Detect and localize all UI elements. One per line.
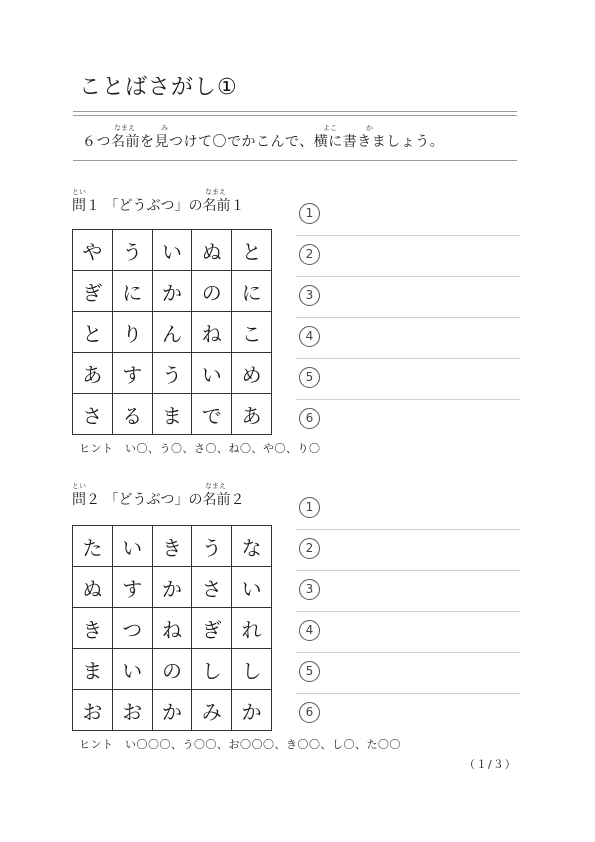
furigana-namae: なまえ (205, 188, 226, 196)
answer-number-badge: 6 (299, 702, 320, 723)
grid-cell[interactable]: め (232, 353, 272, 394)
grid-cell[interactable]: で (192, 394, 232, 435)
answer-number-badge: 3 (299, 579, 320, 600)
answer-number-badge: 5 (299, 367, 320, 388)
grid-row (73, 690, 272, 731)
grid-row (73, 230, 272, 271)
instruction-text: ６つ名前を見つけて〇でかこんで、横に書きましょう。 (82, 134, 445, 150)
grid-cell[interactable]: お (73, 690, 113, 731)
grid-row (73, 567, 272, 608)
answer-line[interactable] (296, 571, 520, 612)
divider (73, 160, 517, 161)
furigana-toi: とい (72, 482, 86, 490)
grid-row (73, 649, 272, 690)
answer-line[interactable] (296, 400, 520, 440)
grid-cell[interactable]: か (152, 690, 192, 731)
grid-cell[interactable]: と (232, 230, 272, 271)
grid-cell[interactable]: う (192, 526, 232, 567)
grid-cell[interactable]: い (152, 230, 192, 271)
grid-cell[interactable]: い (112, 649, 152, 690)
grid-cell[interactable]: や (73, 230, 113, 271)
answer-line[interactable] (296, 489, 520, 530)
question-title: 問２ 「どうぶつ」の名前２ (72, 492, 245, 508)
worksheet-title: ことばさがし① (79, 75, 238, 100)
furigana-mi: み (161, 124, 168, 132)
grid-cell[interactable]: な (232, 526, 272, 567)
grid-cell[interactable]: す (112, 567, 152, 608)
hint-text: ヒント い〇〇〇、う〇〇、お〇〇〇、き〇〇、し〇、た〇〇 (79, 738, 401, 751)
answer-line[interactable] (296, 318, 520, 359)
grid-cell[interactable]: し (232, 649, 272, 690)
grid-cell[interactable]: あ (73, 353, 113, 394)
grid-cell[interactable]: ま (73, 649, 113, 690)
grid-row (73, 353, 272, 394)
answer-line[interactable] (296, 277, 520, 318)
hint-text: ヒント い〇、う〇、さ〇、ね〇、や〇、り〇 (79, 442, 321, 455)
answer-number-badge: 2 (299, 244, 320, 265)
answer-number-badge: 4 (299, 620, 320, 641)
question-title: 問１ 「どうぶつ」の名前１ (72, 198, 245, 214)
grid-cell[interactable]: き (152, 526, 192, 567)
grid-cell[interactable]: に (112, 271, 152, 312)
answer-number-badge: 1 (299, 497, 320, 518)
furigana-toi: とい (72, 188, 86, 196)
grid-cell[interactable]: り (112, 312, 152, 353)
answer-number-badge: 3 (299, 285, 320, 306)
grid-cell[interactable]: ん (152, 312, 192, 353)
furigana-namae: なまえ (114, 124, 135, 132)
grid-cell[interactable]: い (112, 526, 152, 567)
grid-cell[interactable]: し (192, 649, 232, 690)
answer-line[interactable] (296, 530, 520, 571)
grid-cell[interactable]: た (73, 526, 113, 567)
grid-cell[interactable]: さ (192, 567, 232, 608)
grid-cell[interactable]: か (232, 690, 272, 731)
grid-row (73, 312, 272, 353)
grid-cell[interactable]: の (192, 271, 232, 312)
grid-cell[interactable]: と (73, 312, 113, 353)
grid-cell[interactable]: ぎ (192, 608, 232, 649)
page-number: （１/３） (464, 758, 517, 771)
grid-row (73, 394, 272, 435)
grid-row (73, 608, 272, 649)
grid-row (73, 271, 272, 312)
furigana-namae: なまえ (205, 482, 226, 490)
grid-cell[interactable]: か (152, 567, 192, 608)
grid-cell[interactable]: す (112, 353, 152, 394)
answer-line[interactable] (296, 359, 520, 400)
grid-cell[interactable]: ぬ (192, 230, 232, 271)
grid-row (73, 526, 272, 567)
grid-cell[interactable]: に (232, 271, 272, 312)
grid-cell[interactable]: ぎ (73, 271, 113, 312)
divider (73, 111, 517, 112)
answer-list (296, 195, 520, 440)
grid-cell[interactable]: ま (152, 394, 192, 435)
grid-cell[interactable]: お (112, 690, 152, 731)
answer-line[interactable] (296, 195, 520, 236)
grid-cell[interactable]: る (112, 394, 152, 435)
grid-cell[interactable]: あ (232, 394, 272, 435)
answer-line[interactable] (296, 694, 520, 734)
grid-cell[interactable]: れ (232, 608, 272, 649)
grid-cell[interactable]: み (192, 690, 232, 731)
answer-number-badge: 5 (299, 661, 320, 682)
word-search-grid (72, 229, 272, 435)
answer-line[interactable] (296, 236, 520, 277)
grid-cell[interactable]: か (152, 271, 192, 312)
divider (73, 115, 517, 116)
grid-cell[interactable]: き (73, 608, 113, 649)
furigana-ka: か (366, 124, 373, 132)
grid-cell[interactable]: さ (73, 394, 113, 435)
grid-cell[interactable]: ぬ (73, 567, 113, 608)
answer-number-badge: 2 (299, 538, 320, 559)
answer-number-badge: 1 (299, 203, 320, 224)
word-search-grid (72, 525, 272, 731)
grid-cell[interactable]: つ (112, 608, 152, 649)
grid-cell[interactable]: こ (232, 312, 272, 353)
grid-cell[interactable]: う (152, 353, 192, 394)
grid-cell[interactable]: う (112, 230, 152, 271)
answer-list (296, 489, 520, 734)
grid-cell[interactable]: い (232, 567, 272, 608)
answer-line[interactable] (296, 612, 520, 653)
grid-cell[interactable]: ね (192, 312, 232, 353)
grid-cell[interactable]: の (152, 649, 192, 690)
grid-cell[interactable]: い (192, 353, 232, 394)
answer-number-badge: 6 (299, 408, 320, 429)
furigana-yoko: よこ (323, 124, 337, 132)
answer-line[interactable] (296, 653, 520, 694)
grid-cell[interactable]: ね (152, 608, 192, 649)
answer-number-badge: 4 (299, 326, 320, 347)
